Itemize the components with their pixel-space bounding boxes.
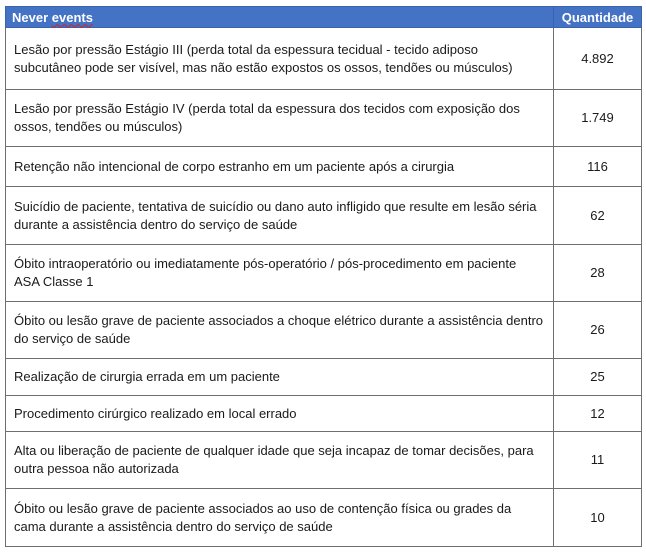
header-never-events [6, 7, 554, 28]
event-cell: Lesão por pressão Estágio III (perda total da espessura tecidual - tecido adiposo subcutâneo pode ser visível, mas não estão expostos os ossos, tendões ou músculos) [6, 28, 554, 90]
table-row [6, 489, 642, 547]
header-quantidade: Quantidade [554, 7, 642, 28]
table-row [6, 147, 642, 187]
quantity-cell: 12 [554, 396, 642, 432]
quantity-cell: 10 [554, 489, 642, 547]
quantity-cell: 25 [554, 359, 642, 396]
table-header-row [6, 7, 642, 28]
event-cell: Óbito intraoperatório ou imediatamente pós-operatório / pós-procedimento em paciente ASA Classe 1 [6, 245, 554, 302]
table-row [6, 396, 642, 432]
event-cell: Retenção não intencional de corpo estranho em um paciente após a cirurgia [6, 147, 554, 187]
header-events-word: events [51, 9, 93, 25]
table-row [6, 359, 642, 396]
event-cell: Óbito ou lesão grave de paciente associados ao uso de contenção física ou grades da cama durante a assistência dentro do serviço de saúde [6, 489, 554, 547]
event-cell: Realização de cirurgia errada em um paciente [6, 359, 554, 396]
table-row [6, 432, 642, 489]
quantity-cell: 1.749 [554, 90, 642, 147]
table-row [6, 245, 642, 302]
quantity-cell: 116 [554, 147, 642, 187]
event-cell: Procedimento cirúrgico realizado em local errado [6, 396, 554, 432]
table-row [6, 302, 642, 359]
quantity-cell: 28 [554, 245, 642, 302]
table-row [6, 187, 642, 245]
event-cell: Lesão por pressão Estágio IV (perda total da espessura dos tecidos com exposição dos ossos, tendões ou músculos) [6, 90, 554, 147]
event-cell: Suicídio de paciente, tentativa de suicídio ou dano auto infligido que resulte em lesão séria durante a assistência dentro do serviço de saúde [6, 187, 554, 245]
event-cell: Alta ou liberação de paciente de qualquer idade que seja incapaz de tomar decisões, para outra pessoa não autorizada [6, 432, 554, 489]
quantity-cell: 4.892 [554, 28, 642, 90]
header-never-word: Never [12, 9, 49, 25]
quantity-cell: 11 [554, 432, 642, 489]
quantity-cell: 26 [554, 302, 642, 359]
table-row [6, 28, 642, 90]
event-cell: Óbito ou lesão grave de paciente associados a choque elétrico durante a assistência dentro do serviço de saúde [6, 302, 554, 359]
quantity-cell: 62 [554, 187, 642, 245]
never-events-table [5, 6, 642, 547]
table-row [6, 90, 642, 147]
